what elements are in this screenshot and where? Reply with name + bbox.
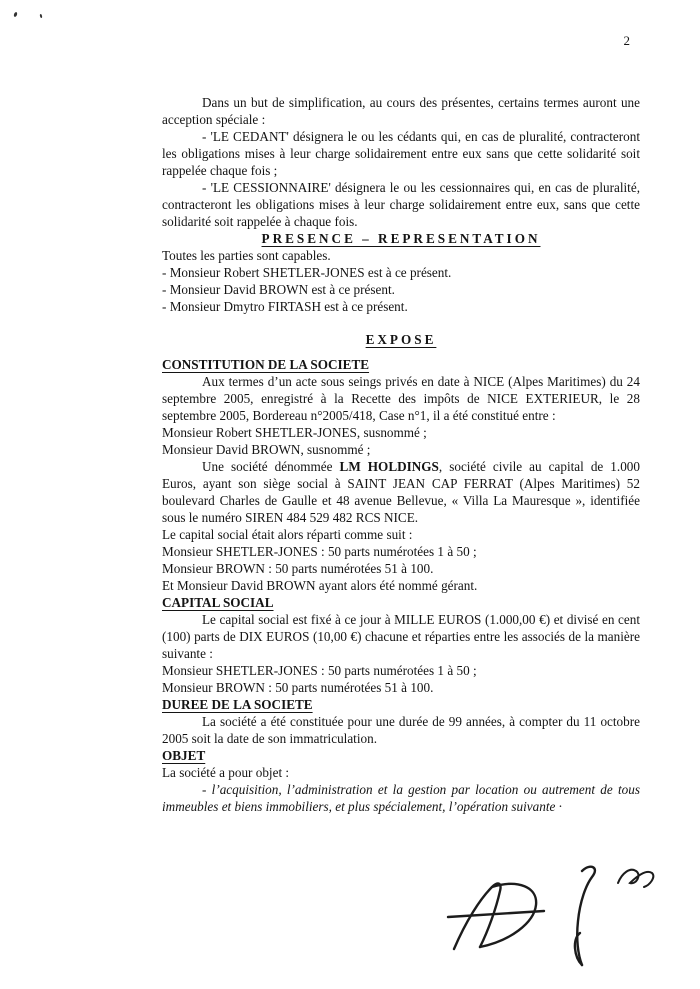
handwritten-signature [440,861,660,971]
document-body [162,94,640,815]
term-definition-cedant: - 'LE CEDANT' désignera le ou les cédants qui, en cas de pluralité, contracteront les obligations mises à leur charge solidairement entre eux sans que cette solidarité soit rappelée chaque fois ; [162,129,640,178]
flourish-stroke [577,867,595,965]
presence-line: - Monsieur Robert SHETLER-JONES est à ce présent. [162,265,452,280]
heading-presence-representation: PRESENCE – REPRESENTATION [261,231,541,246]
associate-line: Monsieur David BROWN, susnommé ; [162,442,371,457]
initial-crossbar [448,911,544,917]
heading-expose: EXPOSE [365,332,437,347]
shares-line: Monsieur SHETLER-JONES : 50 parts numérotées 1 à 50 ; [162,544,477,559]
capital-intro-line: Le capital social était alors réparti comme suit : [162,527,413,542]
paragraph-duree: La société a été constituée pour une durée de 99 années, à compter du 11 octobre 2005 soit la date de son immatriculation. [162,714,640,746]
shares-line: Monsieur BROWN : 50 parts numérotées 51 à 100. [162,680,434,695]
paragraph-capital: Le capital social est fixé à ce jour à MILLE EUROS (1.000,00 €) et divisé en cent (100) parts de DIX EUROS (10,00 €) chacune et réparties entre les associés de la manière suivante : [162,612,640,661]
paraph-squiggle [618,870,653,887]
paragraph-constitution: Aux termes d’un acte sous seings privés en date à NICE (Alpes Maritimes) du 24 septembre 2005, enregistré à la Recette des impôts de NICE EXTERIEUR, le 28 septembre 2005, Bordereau n°2005/418, Case n°1, il a été constitué entre : [162,374,640,423]
presence-line: - Monsieur Dmytro FIRTASH est à ce présent. [162,299,408,314]
scan-artifact [13,12,18,18]
presence-line: - Monsieur David BROWN est à ce présent. [162,282,395,297]
paragraph-objet-detail: - l’acquisition, l’administration et la gestion par location ou autrement de tous immeubles et biens immobiliers, et plus spécialement, l’opération suivante · [162,782,640,814]
signature-strokes [440,861,660,971]
presence-line: Toutes les parties sont capables. [162,248,331,263]
heading-constitution: CONSTITUTION DE LA SOCIETE [162,357,370,372]
scan-artifact [40,14,43,18]
gerant-line: Et Monsieur David BROWN ayant alors été nommé gérant. [162,578,478,593]
paragraph-intro: Dans un but de simplification, au cours des présentes, certains termes auront une acception spéciale : [162,95,640,127]
shares-line: Monsieur SHETLER-JONES : 50 parts numérotées 1 à 50 ; [162,663,477,678]
term-definition-cessionnaire: - 'LE CESSIONNAIRE' désignera le ou les cessionnaires qui, en cas de pluralité, contracteront les obligations mises à leur charge solidairement entre eux, sans que cette solidarité soit rappelée à chaque fois. [162,180,640,229]
heading-duree: DUREE DE LA SOCIETE [162,697,313,712]
heading-objet: OBJET [162,748,206,763]
shares-line: Monsieur BROWN : 50 parts numérotées 51 à 100. [162,561,434,576]
associate-line: Monsieur Robert SHETLER-JONES, susnommé ; [162,425,427,440]
company-name: LM HOLDINGS [339,459,439,474]
paragraph-company: Une société dénommée LM HOLDINGS, société civile au capital de 1.000 Euros, ayant son siège social à SAINT JEAN CAP FERRAT (Alpes Maritimes) 52 boulevard Charles de Gaulle et 48 avenue Bellevue, « Villa La Mauresque », identifiée sous le numéro SIREN 484 529 482 RCS NICE. [162,459,640,525]
page-number: 2 [623,33,630,48]
heading-capital-social: CAPITAL SOCIAL [162,595,274,610]
paragraph-objet-intro: La société a pour objet : [162,765,290,780]
